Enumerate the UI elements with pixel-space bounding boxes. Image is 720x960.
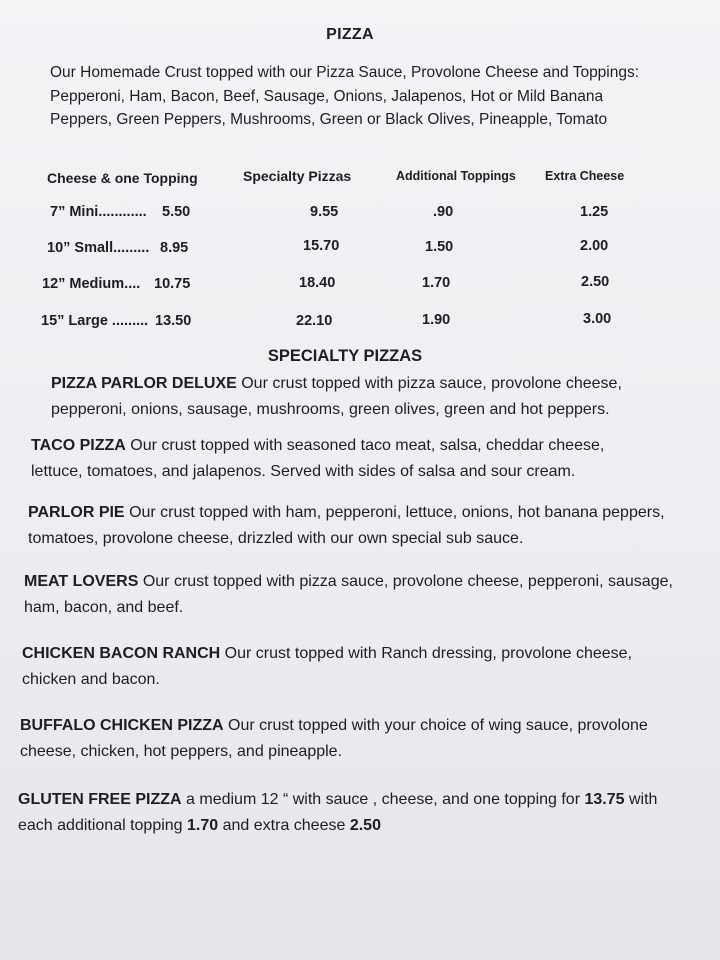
gf-text-2: with each additional topping [18, 791, 658, 834]
extra-medium: 2.50 [581, 274, 610, 290]
item-name: BUFFALO CHICKEN PIZZA [20, 717, 224, 734]
size-small: 10” Small......... [47, 240, 150, 256]
col-header-additional: Additional Toppings [396, 169, 516, 183]
specialty-item-meat-lovers [24, 569, 674, 621]
specialty-heading: SPECIALTY PIZZAS [267, 347, 423, 365]
item-name: TACO PIZZA [31, 437, 126, 454]
price-mini: 5.50 [162, 204, 191, 220]
specialty-large: 22.10 [296, 313, 333, 329]
item-desc: Our crust topped with Ranch dressing, provolone cheese, chicken and bacon. [22, 645, 633, 688]
specialty-small: 15.70 [303, 238, 340, 254]
additional-small: 1.50 [425, 239, 454, 255]
item-name: PARLOR PIE [28, 504, 125, 521]
item-name: GLUTEN FREE PIZZA [18, 791, 182, 808]
price-medium: 10.75 [154, 276, 191, 292]
gf-price: 13.75 [584, 791, 625, 808]
specialty-item-taco-pizza [31, 433, 641, 485]
specialty-mini: 9.55 [310, 204, 339, 220]
specialty-item-buffalo-chicken [20, 713, 660, 765]
col-header-specialty: Specialty Pizzas [243, 168, 352, 184]
gf-add-price: 1.70 [187, 817, 219, 834]
specialty-medium: 18.40 [299, 275, 336, 291]
gluten-free-item [18, 787, 688, 839]
gf-cheese-price: 2.50 [349, 817, 381, 834]
item-desc: Our crust topped with your choice of wing sauce, provolone cheese, chicken, hot peppers, and pineapple. [20, 717, 648, 760]
item-desc: Our crust topped with pizza sauce, provolone cheese, pepperoni, sausage, ham, bacon, and beef. [24, 573, 673, 616]
col-header-extra-cheese: Extra Cheese [545, 169, 625, 183]
item-desc: Our crust topped with ham, pepperoni, lettuce, onions, hot banana peppers, tomatoes, provolone cheese, drizzled with our own special sub sauce. [28, 504, 665, 547]
gf-text-3: and extra cheese [222, 817, 346, 834]
intro-text: Our Homemade Crust topped with our Pizza Sauce, Provolone Cheese and Toppings: Pepperoni, Ham, Bacon, Beef, Sausage, Onions, Jalapenos, Hot or Mild Banana Peppers, Green Peppers, Mushrooms, Green or Black Olives, Pineapple, Tomato [50, 64, 640, 128]
price-small: 8.95 [160, 240, 189, 256]
size-mini: 7” Mini............ [50, 204, 147, 220]
item-name: MEAT LOVERS [24, 573, 139, 590]
item-name: CHICKEN BACON RANCH [22, 645, 221, 662]
extra-large: 3.00 [583, 311, 612, 327]
size-large: 15” Large ......... [41, 313, 149, 329]
additional-medium: 1.70 [422, 275, 451, 291]
menu-title: PIZZA [326, 26, 374, 43]
extra-mini: 1.25 [580, 204, 609, 220]
item-name: PIZZA PARLOR DELUXE [51, 375, 237, 392]
extra-small: 2.00 [580, 238, 609, 254]
specialty-item-chicken-bacon-ranch [22, 641, 652, 693]
price-large: 13.50 [155, 313, 192, 329]
specialty-item-parlor-deluxe [51, 371, 651, 423]
size-medium: 12” Medium.... [42, 276, 141, 292]
additional-mini: .90 [433, 204, 454, 220]
gf-text-1: a medium 12 “ with sauce , cheese, and one topping for [186, 791, 581, 808]
additional-large: 1.90 [422, 312, 451, 328]
specialty-item-parlor-pie [28, 500, 668, 552]
item-desc: Our crust topped with pizza sauce, provolone cheese, pepperoni, onions, sausage, mushrooms, green olives, green and hot peppers. [51, 375, 622, 418]
col-header-cheese-one-topping: Cheese & one Topping [47, 170, 198, 186]
item-desc: Our crust topped with seasoned taco meat, salsa, cheddar cheese, lettuce, tomatoes, and jalapenos. Served with sides of salsa and sour cream. [31, 437, 605, 480]
